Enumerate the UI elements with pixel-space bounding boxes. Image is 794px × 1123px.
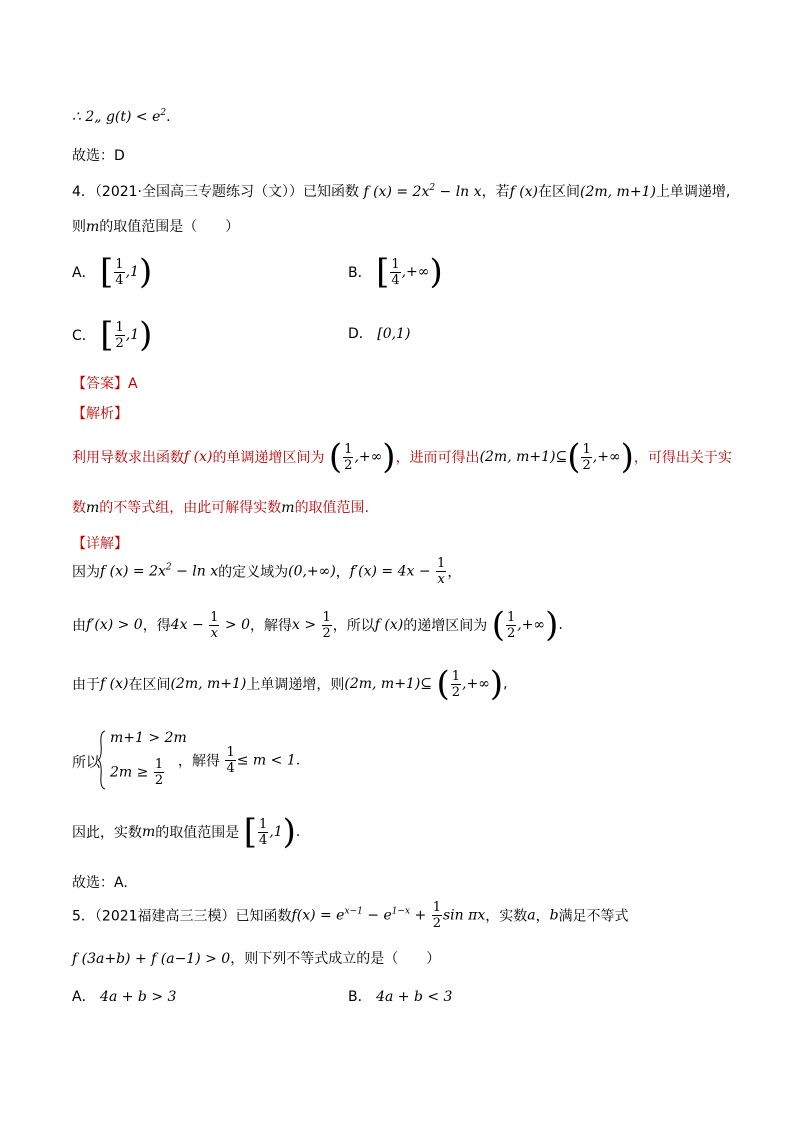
option-c: C． [ $\frac{1}{2}$ ,1) (72, 315, 153, 355)
answer-label: 【答案】A (72, 376, 138, 392)
analysis-line-1: 利用导数求出函数f (x)的单调递增区间为 ( $\frac{1}{2}$ ,+∞)，进而可得出(2m, m+1)⊆( $\frac{1}{2}$ ,+∞)，可得出关于实 (72, 437, 732, 477)
option-a: A． [ $\frac{1}{4}$ ,1) (72, 252, 153, 292)
detail-line-3: 由于f (x)在区间(2m, m+1)上单调递增，则(2m, m+1)⊆ ( $\frac{1}{2}$ ,+∞), (72, 664, 508, 704)
previous-choice: 故选：D (72, 148, 125, 164)
analysis-line-2: 数m的不等式组，由此可解得实数m的取值范围. (72, 500, 370, 516)
system-brace (98, 730, 106, 790)
question-4-stem-line2: 则m的取值范围是（ ） (72, 219, 240, 235)
detail-heading: 【详解】 (72, 536, 128, 552)
system-eq-1: m+1 > 2m (110, 730, 187, 746)
detail-line-4-result: ，解得 $\frac{1}{4}$ ≤ m < 1. (178, 745, 301, 776)
system-eq-2: 2m ≥ $\frac{1}{2}$ (110, 757, 164, 788)
q5-option-a: A． 4a + b > 3 (72, 989, 177, 1005)
detail-line-4-label: 所以 (72, 755, 100, 771)
choice-4: 故选：A. (72, 875, 128, 891)
detail-line-5: 因此，实数m的取值范围是 [ $\frac{1}{4}$ ,1). (72, 812, 301, 852)
option-d: D． [0,1) (348, 326, 411, 342)
question-5-stem: 5．（2021福建高三三模）已知函数$f(x) = e^{x-1} - e^{1-x}$ + $\frac{1}{2}$ sin πx，实数a，b满足不等式 (72, 900, 629, 931)
detail-line-1: 因为f $(x) = 2x^2 - \ln x$的定义域为(0,+∞)，f′(x) = 4x − $\frac{1}{x}$ ， (72, 556, 462, 587)
analysis-heading: 【解析】 (72, 406, 128, 422)
detail-line-2: 由f′(x) > 0，得4x − $\frac{1}{x}$ > 0，解得x > $\frac{1}{2}$ ，所以f (x)的递增区间为 ( $\frac{1}{2}$ ,+∞). (72, 605, 563, 645)
previous-conclusion: ∴ 2„ $g(t) < e^2$. (72, 108, 171, 125)
option-b: B． [ $\frac{1}{4}$ ,+∞) (348, 252, 443, 292)
question-5-stem-line2: f (3a+b) + f (a−1) > 0，则下列不等式成立的是（ ） (72, 951, 441, 967)
q5-option-b: B． 4a + b < 3 (348, 989, 453, 1005)
question-4-stem: 4．（2021·全国高三专题练习（文））已知函数 f $(x) = 2x^2 - \ln x$，若f (x)在区间(2m, m+1)上单调递增, (72, 183, 731, 200)
